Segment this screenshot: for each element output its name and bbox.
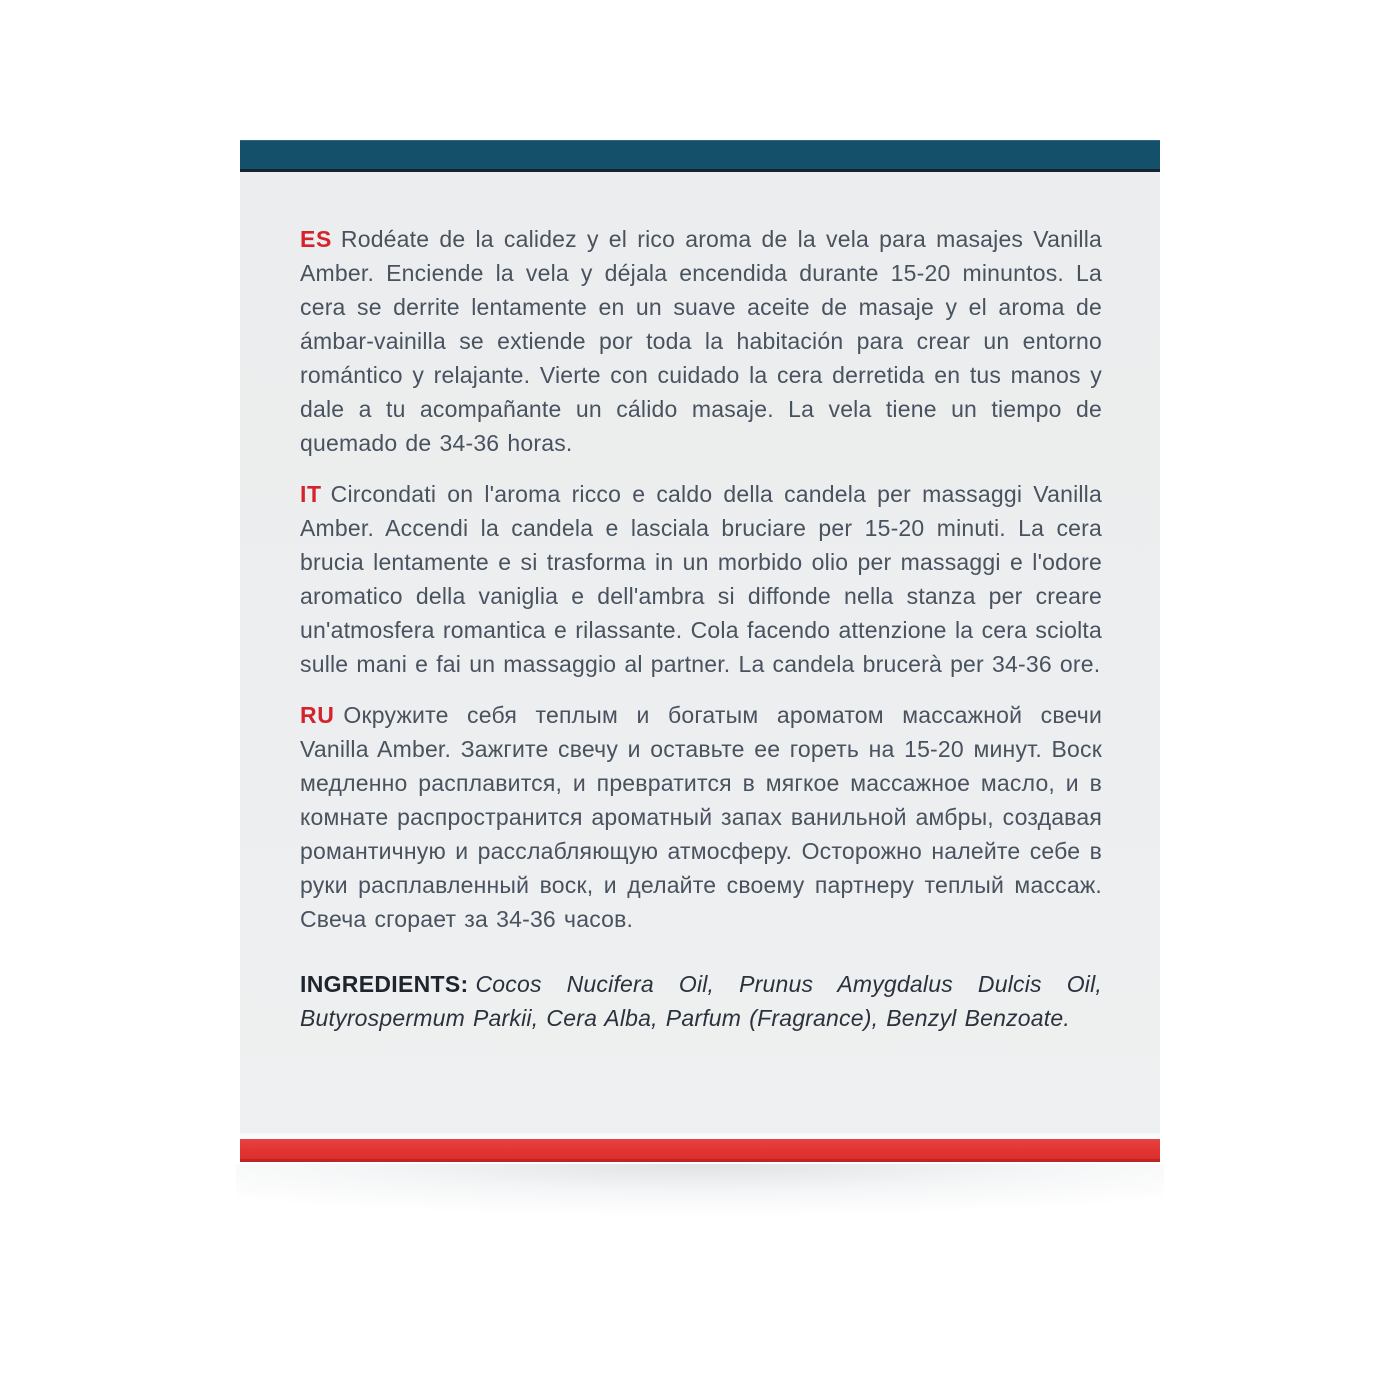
product-label-panel [240,140,1160,1234]
top-accent-bar [240,140,1160,172]
ingredients-section [300,967,1102,1035]
section-text-it: Circondati on l'aroma ricco e caldo della candela per massaggi Vanilla Amber. Accendi la candela e lasciala bruciare per 15-20 minuti. La cera brucia lentamente e si trasforma in un morbido olio per massaggi e l'odore aromatico della vaniglia e dell'ambra si diffonde nella stanza per creare un'atmosfera romantica e rilassante. Cola facendo attenzione la cera sciolta sulle mani e fai un massaggio al partner. La candela brucerà per 34-36 ore. [300,481,1102,677]
section-it [300,477,1102,681]
section-es [300,222,1102,460]
lang-code-ru: RU [300,702,335,728]
label-drop-shadow [236,1164,1164,1234]
section-text-ru: Окружите себя теплым и богатым ароматом массажной свечи Vanilla Amber. Зажгите свечу и оставьте ее гореть на 15-20 минут. Воск медленно расплавится, и превратится в мягкое массажное масло, и в комнате распространится ароматный запах ванильной амбры, создавая романтичную и расслабляющую атмосферу. Осторожно налейте себе в руки расплавленный воск, и делайте своему партнеру теплый массаж. Свеча сгорает за 34-36 часов. [300,702,1102,932]
section-text-es: Rodéate de la calidez y el rico aroma de la vela para masajes Vanilla Amber. Enciende la vela y déjala encendida durante 15-20 minuntos. La cera se derrite lentamente en un suave aceite de masaje y el aroma de ámbar-vainilla se extiende por toda la habitación para crear un entorno romántico y relajante. Vierte con cuidado la cera derretida en tus manos y dale a tu acompañante un cálido masaje. La vela tiene un tiempo de quemado de 34-36 horas. [300,226,1102,456]
ingredients-heading: INGREDIENTS: [300,971,469,997]
bottom-accent-bar [240,1139,1160,1162]
lang-code-it: IT [300,481,322,507]
ingredients-text: Cocos Nucifera Oil, Prunus Amygdalus Dulcis Oil, Butyrospermum Parkii, Cera Alba, Parfum (Fragrance), Benzyl Benzoate. [300,971,1102,1031]
lang-code-es: ES [300,226,332,252]
label-body [240,172,1160,1133]
section-ru [300,698,1102,936]
